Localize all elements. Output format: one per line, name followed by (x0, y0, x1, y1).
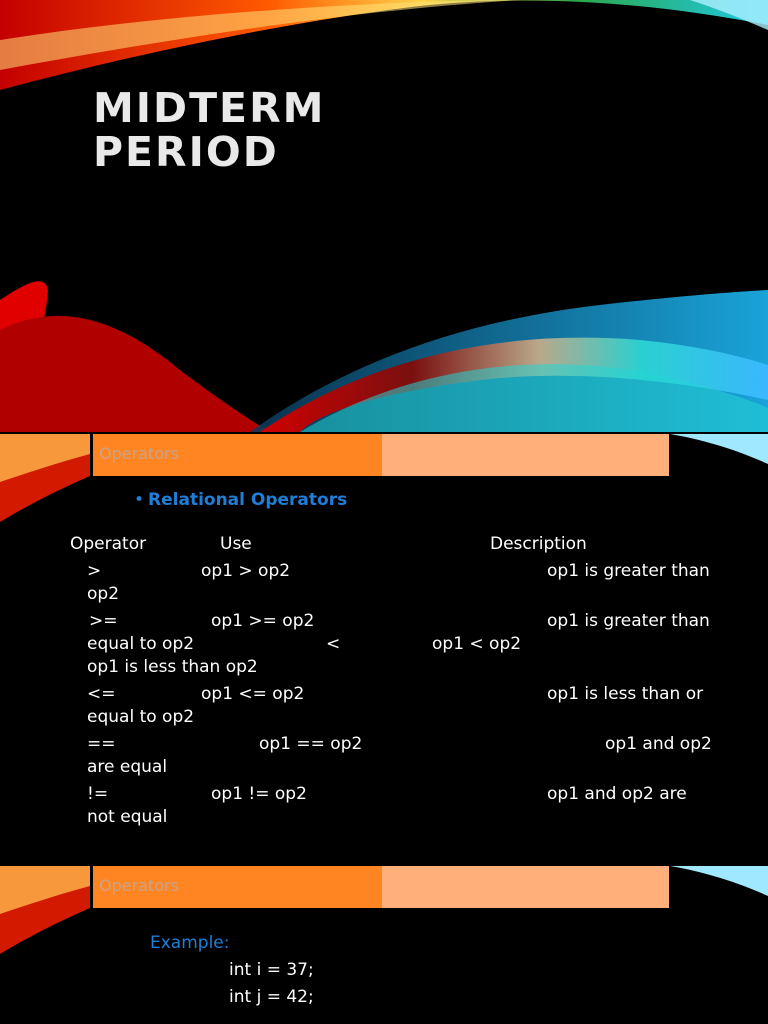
header-operator: Operator (70, 534, 147, 554)
ribbon-decoration (0, 0, 768, 432)
section-banner (93, 866, 669, 908)
table-cell: op1 is less than or (547, 684, 704, 704)
page-title (93, 86, 325, 174)
table-cell: op1 is greater than (547, 561, 710, 581)
table-cell: op1 < op2 (432, 634, 522, 654)
table-cell: <= (87, 684, 116, 704)
table-cell: op1 is greater than (547, 611, 710, 631)
table-cell: op1 is less than op2 (87, 657, 258, 677)
relational-operators-slide (0, 434, 768, 864)
table-cell: == (87, 734, 116, 754)
table-cell: equal to op2 (87, 707, 195, 727)
code-line: int i = 37; (229, 960, 314, 980)
section-banner (93, 434, 669, 476)
header-description: Description (490, 534, 587, 554)
banner-title: Operators (99, 876, 179, 895)
table-cell: equal to op2 (87, 634, 195, 654)
table-cell: < (326, 634, 341, 654)
section-heading-text: Relational Operators (148, 490, 348, 510)
table-cell: op1 >= op2 (211, 611, 315, 631)
table-cell: > (87, 561, 102, 581)
header-use: Use (220, 534, 252, 554)
table-cell: != (87, 784, 109, 804)
bullet-icon: • (134, 490, 145, 510)
table-cell: >= (89, 611, 118, 631)
title-line-2: PERIOD (93, 128, 279, 176)
table-cell: op1 > op2 (201, 561, 291, 581)
title-line-1: MIDTERM (93, 84, 326, 132)
table-cell: op1 == op2 (259, 734, 363, 754)
table-cell: op1 != op2 (211, 784, 307, 804)
table-cell: op2 (87, 584, 120, 604)
title-slide (0, 0, 768, 432)
example-label: Example: (150, 933, 230, 953)
banner-title: Operators (99, 444, 179, 463)
table-cell: are equal (87, 757, 168, 777)
table-cell: not equal (87, 807, 168, 827)
section-heading (134, 490, 347, 510)
table-cell: op1 and op2 (605, 734, 712, 754)
table-cell: op1 and op2 are (547, 784, 687, 804)
code-line: int j = 42; (229, 987, 314, 1007)
operators-example-slide (0, 866, 768, 1024)
table-cell: op1 <= op2 (201, 684, 305, 704)
